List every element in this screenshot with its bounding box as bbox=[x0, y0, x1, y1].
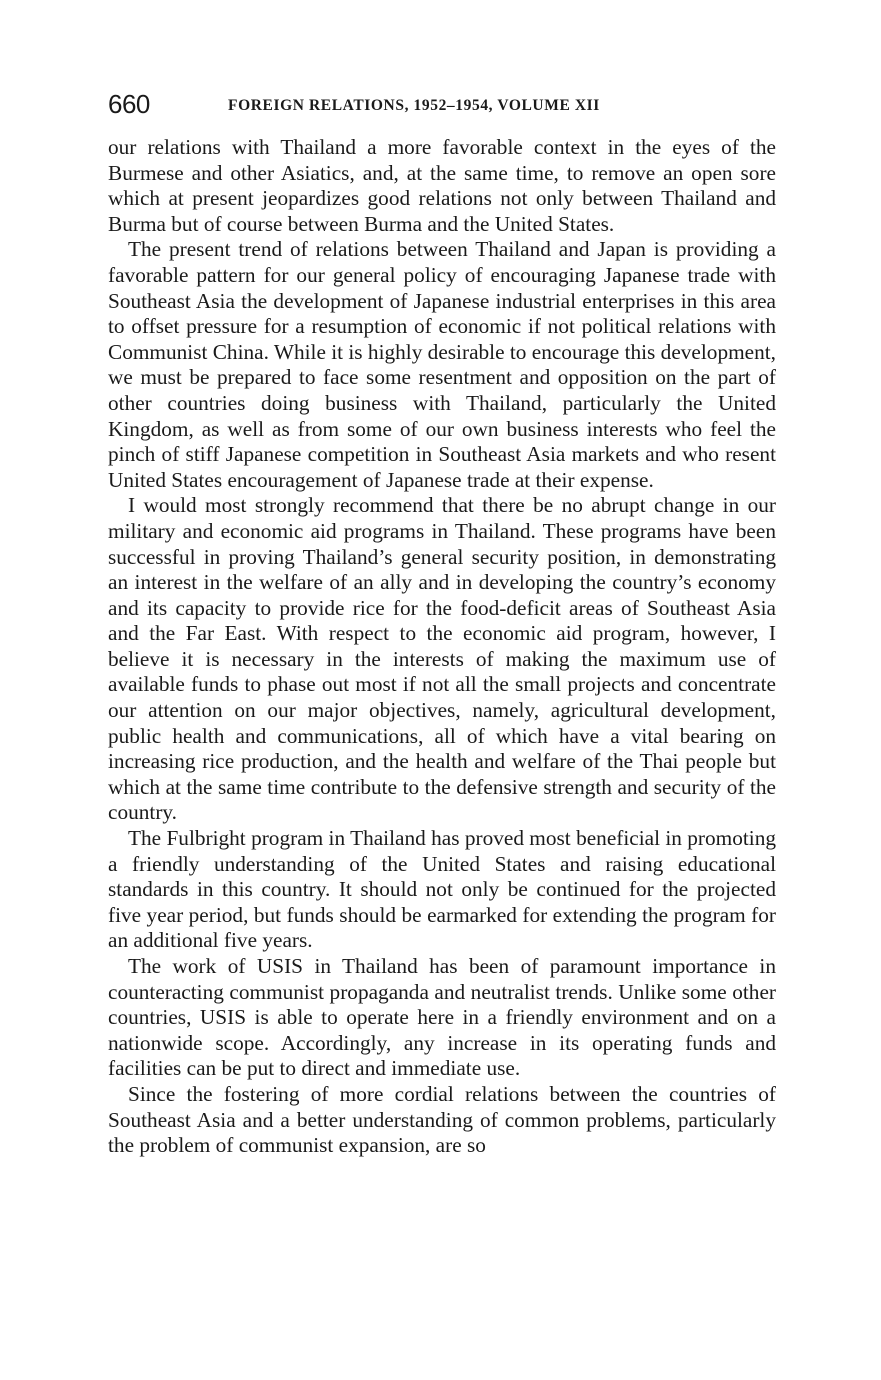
paragraph-usis: The work of USIS in Thailand has been of paramount importance in counteracting communist propaganda and neutralist trends. Unlike some other countries, USIS is able to operate here in a friendly environment and on a nationwide scope. Accordingly, any increase in its operating funds and facilities can be put to direct and immediate use. bbox=[108, 954, 776, 1081]
body-text bbox=[108, 135, 776, 1159]
page-number: 660 bbox=[108, 89, 150, 119]
paragraph-regional-relations: Since the fostering of more cordial relations between the countries of Southeast Asia and a better understanding of common problems, particularly the problem of communist expansion, are so bbox=[108, 1081, 776, 1158]
paragraph-thailand-japan: The present trend of relations between Thailand and Japan is providing a favorable pattern for our general policy of encouraging Japanese trade with Southeast Asia the development of Japanese industrial enterprises in this area to offset pressure for a resumption of economic if not political relations with Communist China. While it is highly desirable to encourage this development, we must be prepared to face some resentment and opposition on the part of other countries doing business with Thailand, particularly the United Kingdom, as well as from some of our own business interests who feel the pinch of stiff Japanese competition in Southeast Asia markets and who resent United States encouragement of Japanese trade at their expense. bbox=[108, 237, 776, 492]
paragraph-fulbright: The Fulbright program in Thailand has proved most beneficial in promoting a friendly understanding of the United States and raising educational standards in this country. It should not only be continued for the projected five year period, but funds should be earmarked for extending the program for an additional five years. bbox=[108, 826, 776, 953]
paragraph-continuation: our relations with Thailand a more favorable context in the eyes of the Burmese and other Asiatics, and, at the same time, to remove an open sore which at present jeopardizes good relations not only between Thailand and Burma but of course between Burma and the United States. bbox=[108, 135, 776, 236]
paragraph-aid-programs: I would most strongly recommend that there be no abrupt change in our military and economic aid programs in Thailand. These programs have been successful in proving Thailand’s general security position, in demonstrating an interest in the welfare of an ally and in developing the country’s economy and its capacity to provide rice for the food-deficit areas of Southeast Asia and the Far East. With respect to the economic aid program, however, I believe it is necessary in the interests of making the maximum use of available funds to phase out most if not all the small projects and concentrate our attention on our major objectives, namely, agricultural development, public health and communications, all of which have a vital bearing on increasing rice production, and the health and welfare of the Thai people but which at the same time contribute to the defensive strength and security of the country. bbox=[108, 493, 776, 825]
running-header bbox=[108, 88, 776, 124]
running-header-title: FOREIGN RELATIONS, 1952–1954, VOLUME XII bbox=[228, 97, 600, 114]
